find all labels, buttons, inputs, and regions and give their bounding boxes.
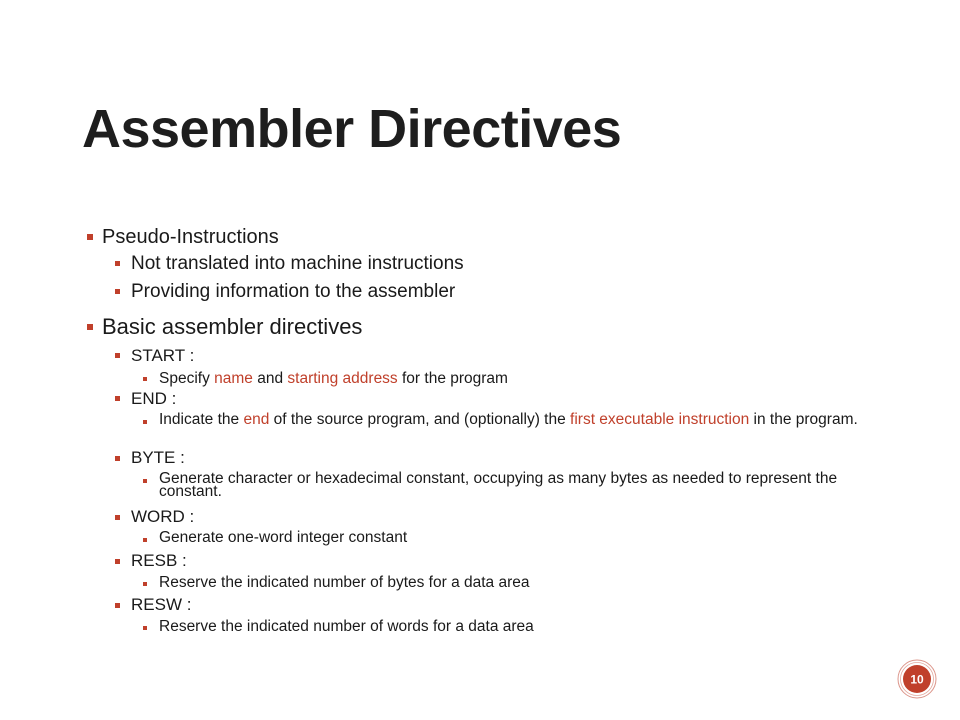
directive-start-desc: Specify name and starting address for the program <box>159 370 508 387</box>
bullet-marker <box>143 479 147 483</box>
bullet-marker <box>115 515 120 520</box>
directive-start: START : <box>131 346 195 365</box>
highlight-starting-address: starting address <box>287 370 398 387</box>
bullet-marker <box>115 603 120 608</box>
directive-word: WORD : <box>131 507 195 526</box>
highlight-name: name <box>214 370 253 387</box>
bullet-not-translated: Not translated into machine instructions <box>131 253 464 274</box>
directive-end: END : <box>131 389 177 408</box>
directive-resb: RESB : <box>131 551 187 570</box>
highlight-first-executable: first executable instruction <box>570 411 750 428</box>
bullet-marker <box>143 626 147 630</box>
directive-byte-desc: Generate character or hexadecimal constant, occupying as many bytes as needed to represent the constant. <box>159 470 838 500</box>
bullet-marker <box>87 324 93 330</box>
page-number: 10 <box>910 672 924 687</box>
bullet-pseudo-instructions: Pseudo-Instructions <box>102 226 279 248</box>
bullet-basic-directives: Basic assembler directives <box>102 314 363 339</box>
bullet-marker <box>115 289 120 294</box>
bullet-marker <box>115 456 120 461</box>
bullet-marker <box>143 582 147 586</box>
highlight-end: end <box>243 411 270 428</box>
bullet-marker <box>143 420 147 424</box>
bullet-marker <box>87 234 93 240</box>
directive-word-desc: Generate one-word integer constant <box>159 529 408 546</box>
bullet-marker <box>143 377 147 381</box>
bullet-marker <box>115 559 120 564</box>
bullet-marker <box>115 261 120 266</box>
bullet-marker <box>143 538 147 542</box>
directive-resb-desc: Reserve the indicated number of bytes for a data area <box>159 574 530 591</box>
directive-end-desc: Indicate the end of the source program, and (optionally) the first executable instruction in the program. <box>159 411 858 428</box>
directive-byte: BYTE : <box>131 448 185 467</box>
page-number-badge <box>897 659 937 699</box>
directive-resw-desc: Reserve the indicated number of words for a data area <box>159 618 534 635</box>
bullet-providing-information: Providing information to the assembler <box>131 281 456 302</box>
slide-title: Assembler Directives <box>82 99 622 159</box>
bullet-marker <box>115 396 120 401</box>
bullet-marker <box>115 353 120 358</box>
directive-resw: RESW : <box>131 595 192 614</box>
